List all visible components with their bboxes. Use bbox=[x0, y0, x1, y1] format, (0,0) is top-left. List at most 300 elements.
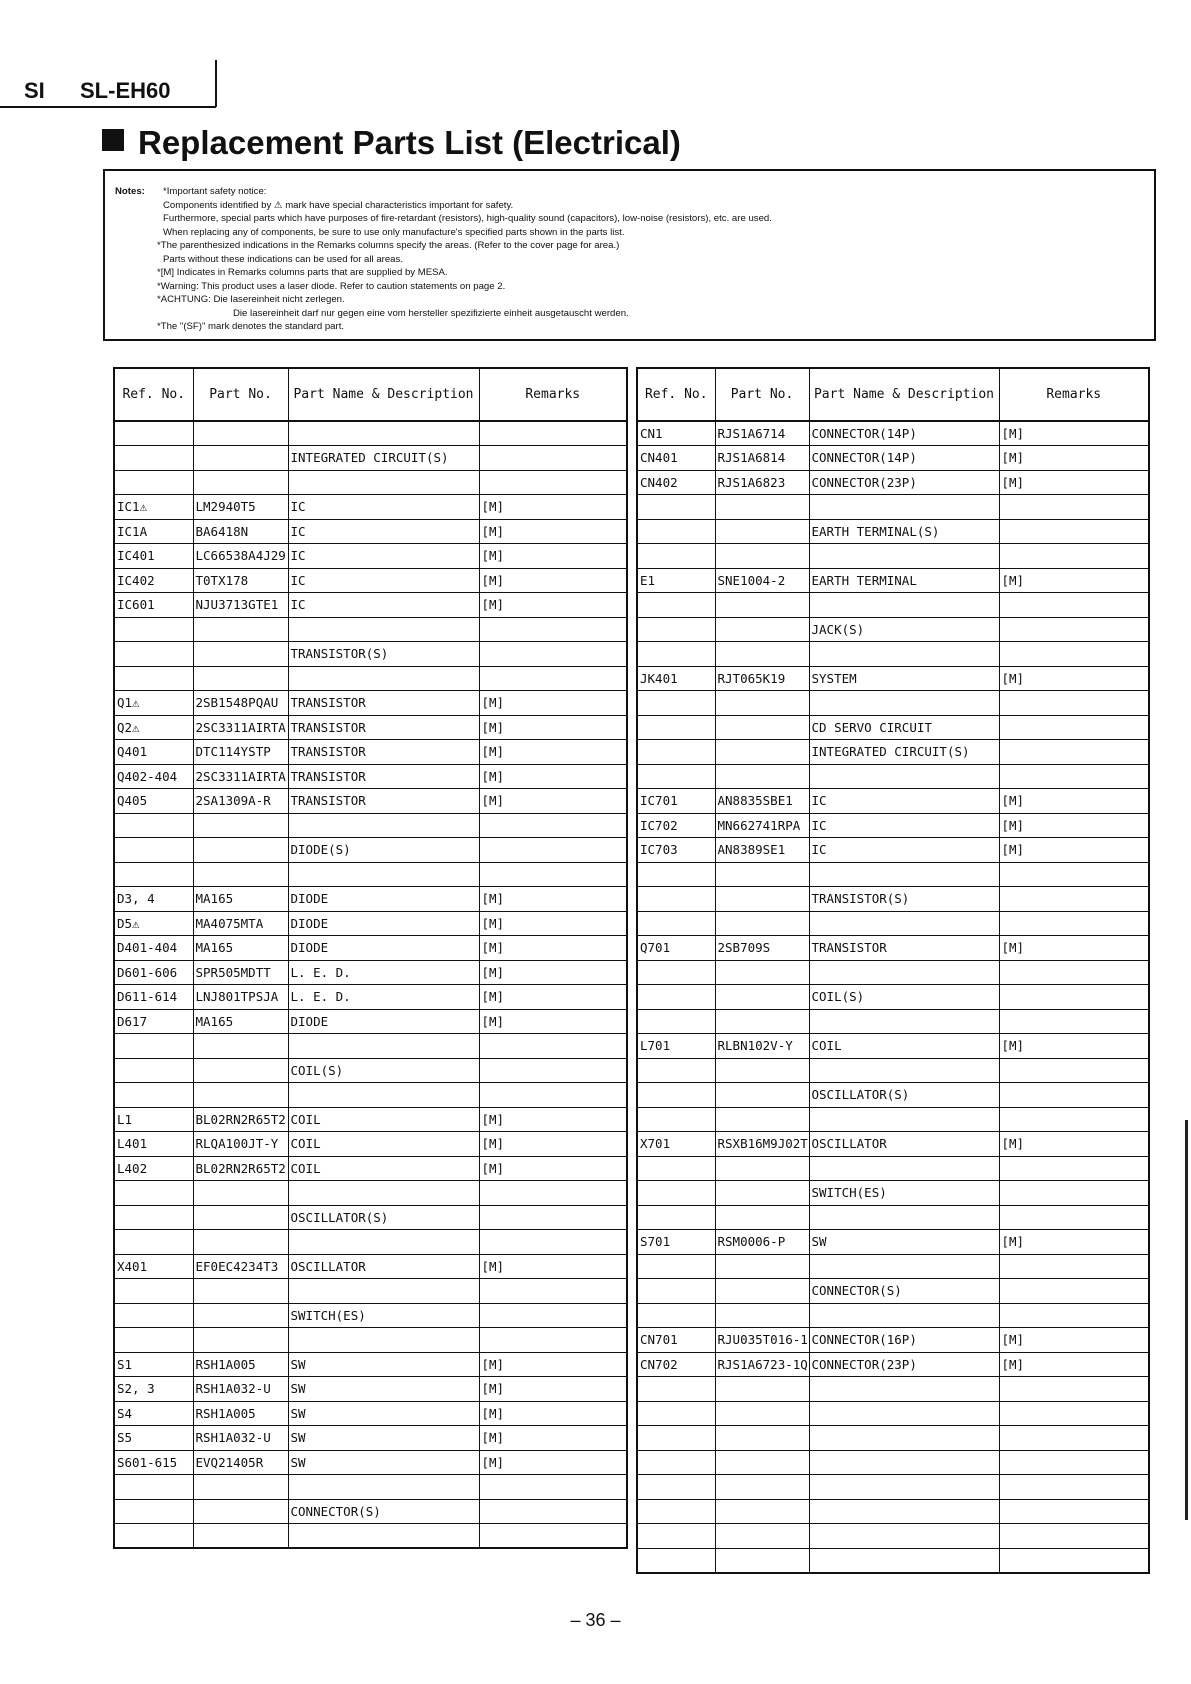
cell-remarks: [M] bbox=[479, 1426, 627, 1451]
col-part-no: Part No. bbox=[715, 368, 809, 421]
cell-part-no bbox=[193, 1499, 288, 1524]
cell-part-no bbox=[193, 1279, 288, 1304]
cell-remarks bbox=[999, 1279, 1149, 1304]
cell-remarks bbox=[999, 1499, 1149, 1524]
cell-description: CONNECTOR(23P) bbox=[809, 470, 999, 495]
col-ref-no: Ref. No. bbox=[637, 368, 715, 421]
table-row bbox=[637, 1328, 1149, 1353]
table-row bbox=[637, 1499, 1149, 1524]
cell-ref-no: CN701 bbox=[637, 1328, 715, 1353]
cell-ref-no bbox=[637, 715, 715, 740]
cell-ref-no: D401-404 bbox=[114, 936, 193, 961]
cell-ref-no bbox=[114, 838, 193, 863]
cell-remarks bbox=[479, 1181, 627, 1206]
cell-remarks: [M] bbox=[479, 519, 627, 544]
cell-ref-no bbox=[114, 1083, 193, 1108]
cell-description bbox=[288, 813, 479, 838]
cell-remarks bbox=[479, 1524, 627, 1549]
table-row bbox=[114, 1279, 627, 1304]
table-row bbox=[637, 1475, 1149, 1500]
cell-ref-no: IC401 bbox=[114, 544, 193, 569]
cell-ref-no bbox=[637, 887, 715, 912]
table-row bbox=[114, 421, 627, 446]
notes-line: *The "(SF)" mark denotes the standard part. bbox=[157, 321, 345, 332]
cell-part-no bbox=[715, 1058, 809, 1083]
table-row bbox=[114, 1475, 627, 1500]
cell-part-no: MA4075MTA bbox=[193, 911, 288, 936]
cell-ref-no: L1 bbox=[114, 1107, 193, 1132]
cell-remarks bbox=[479, 1205, 627, 1230]
cell-part-no: MA165 bbox=[193, 1009, 288, 1034]
cell-remarks bbox=[999, 911, 1149, 936]
table-row bbox=[114, 1499, 627, 1524]
cell-ref-no: L402 bbox=[114, 1156, 193, 1181]
cell-description: L. E. D. bbox=[288, 960, 479, 985]
cell-part-no: BA6418N bbox=[193, 519, 288, 544]
cell-remarks bbox=[999, 1426, 1149, 1451]
cell-ref-no: D601-606 bbox=[114, 960, 193, 985]
cell-remarks bbox=[999, 1303, 1149, 1328]
page-title bbox=[102, 124, 681, 162]
table-row bbox=[114, 642, 627, 667]
cell-description: TRANSISTOR bbox=[288, 740, 479, 765]
cell-remarks: [M] bbox=[479, 740, 627, 765]
cell-remarks bbox=[479, 1303, 627, 1328]
cell-description: TRANSISTOR(S) bbox=[288, 642, 479, 667]
cell-description: SYSTEM bbox=[809, 666, 999, 691]
table-row bbox=[114, 1254, 627, 1279]
cell-remarks: [M] bbox=[479, 715, 627, 740]
table-row bbox=[637, 862, 1149, 887]
table-row bbox=[114, 936, 627, 961]
cell-description: OSCILLATOR bbox=[288, 1254, 479, 1279]
cell-part-no bbox=[193, 1181, 288, 1206]
cell-part-no: SPR505MDTT bbox=[193, 960, 288, 985]
notes-line: Furthermore, special parts which have purposes of fire-retardant (resistors), high-quality sound (capacitors), low-noise (resistors), etc. are used. bbox=[163, 213, 772, 224]
cell-part-no bbox=[715, 1303, 809, 1328]
table-row bbox=[637, 1450, 1149, 1475]
cell-remarks bbox=[999, 1083, 1149, 1108]
cell-description: SW bbox=[809, 1230, 999, 1255]
cell-description: L. E. D. bbox=[288, 985, 479, 1010]
cell-ref-no: CN402 bbox=[637, 470, 715, 495]
cell-ref-no bbox=[637, 691, 715, 716]
cell-remarks: [M] bbox=[479, 1254, 627, 1279]
notes-line: *Warning: This product uses a laser diode. Refer to caution statements on page 2. bbox=[157, 280, 506, 292]
cell-ref-no bbox=[114, 1058, 193, 1083]
cell-part-no bbox=[715, 911, 809, 936]
notes-line: *[M] Indicates in Remarks columns parts that are supplied by MESA. bbox=[157, 267, 448, 278]
cell-remarks bbox=[479, 1328, 627, 1353]
cell-description bbox=[288, 1475, 479, 1500]
cell-ref-no: Q2⚠ bbox=[114, 715, 193, 740]
cell-ref-no bbox=[114, 1328, 193, 1353]
cell-part-no bbox=[715, 1205, 809, 1230]
cell-remarks: [M] bbox=[479, 985, 627, 1010]
cell-part-no bbox=[715, 519, 809, 544]
col-part-no: Part No. bbox=[193, 368, 288, 421]
col-remarks: Remarks bbox=[999, 368, 1149, 421]
cell-part-no: BL02RN2R65T2 bbox=[193, 1156, 288, 1181]
cell-remarks: [M] bbox=[479, 1156, 627, 1181]
cell-remarks bbox=[999, 495, 1149, 520]
cell-description: SW bbox=[288, 1450, 479, 1475]
cell-part-no bbox=[193, 666, 288, 691]
cell-ref-no: Q405 bbox=[114, 789, 193, 814]
cell-part-no bbox=[193, 1205, 288, 1230]
cell-remarks bbox=[999, 1254, 1149, 1279]
col-ref-no: Ref. No. bbox=[114, 368, 193, 421]
cell-part-no bbox=[193, 446, 288, 471]
cell-ref-no: S5 bbox=[114, 1426, 193, 1451]
cell-description bbox=[809, 495, 999, 520]
parts-rows-left bbox=[114, 421, 627, 1548]
table-row bbox=[637, 838, 1149, 863]
table-row bbox=[637, 1083, 1149, 1108]
cell-ref-no: L701 bbox=[637, 1034, 715, 1059]
cell-description bbox=[809, 1377, 999, 1402]
table-row bbox=[114, 862, 627, 887]
table-row bbox=[114, 1058, 627, 1083]
cell-remarks: [M] bbox=[479, 691, 627, 716]
cell-part-no bbox=[193, 617, 288, 642]
table-row bbox=[637, 715, 1149, 740]
table-row bbox=[637, 1205, 1149, 1230]
cell-description: EARTH TERMINAL(S) bbox=[809, 519, 999, 544]
cell-part-no: RSH1A005 bbox=[193, 1401, 288, 1426]
cell-part-no: MA165 bbox=[193, 887, 288, 912]
cell-remarks bbox=[479, 862, 627, 887]
cell-ref-no bbox=[637, 1156, 715, 1181]
cell-remarks: [M] bbox=[479, 1107, 627, 1132]
cell-description: CONNECTOR(S) bbox=[288, 1499, 479, 1524]
cell-part-no: RSH1A032-U bbox=[193, 1377, 288, 1402]
cell-ref-no bbox=[114, 813, 193, 838]
cell-remarks: [M] bbox=[479, 495, 627, 520]
cell-ref-no bbox=[637, 911, 715, 936]
cell-remarks bbox=[999, 1524, 1149, 1549]
cell-remarks bbox=[999, 985, 1149, 1010]
cell-ref-no bbox=[637, 495, 715, 520]
cell-ref-no bbox=[114, 1499, 193, 1524]
cell-remarks: [M] bbox=[479, 1401, 627, 1426]
cell-remarks bbox=[479, 1499, 627, 1524]
cell-remarks: [M] bbox=[999, 1034, 1149, 1059]
cell-remarks bbox=[479, 1083, 627, 1108]
cell-description: SWITCH(ES) bbox=[288, 1303, 479, 1328]
cell-description bbox=[288, 666, 479, 691]
cell-ref-no bbox=[637, 1475, 715, 1500]
cell-ref-no: IC703 bbox=[637, 838, 715, 863]
cell-remarks bbox=[479, 421, 627, 446]
cell-ref-no bbox=[637, 519, 715, 544]
cell-part-no bbox=[715, 1426, 809, 1451]
cell-ref-no bbox=[637, 1524, 715, 1549]
square-bullet-icon bbox=[102, 129, 124, 151]
table-row bbox=[637, 887, 1149, 912]
cell-ref-no: Q1⚠ bbox=[114, 691, 193, 716]
cell-part-no bbox=[715, 1254, 809, 1279]
cell-ref-no bbox=[637, 1450, 715, 1475]
cell-ref-no bbox=[114, 1279, 193, 1304]
cell-remarks bbox=[999, 1548, 1149, 1573]
cell-remarks bbox=[999, 1107, 1149, 1132]
table-row bbox=[637, 421, 1149, 446]
cell-description: SW bbox=[288, 1426, 479, 1451]
cell-remarks: [M] bbox=[479, 1009, 627, 1034]
cell-part-no bbox=[193, 1328, 288, 1353]
cell-part-no bbox=[715, 1377, 809, 1402]
cell-description: IC bbox=[809, 838, 999, 863]
table-row bbox=[114, 593, 627, 618]
cell-ref-no: CN1 bbox=[637, 421, 715, 446]
cell-remarks: [M] bbox=[999, 789, 1149, 814]
cell-ref-no bbox=[114, 470, 193, 495]
cell-part-no: AN8835SBE1 bbox=[715, 789, 809, 814]
cell-remarks bbox=[479, 813, 627, 838]
section-mark: SI bbox=[24, 78, 45, 103]
cell-part-no: RJS1A6823 bbox=[715, 470, 809, 495]
cell-description bbox=[809, 1401, 999, 1426]
table-row bbox=[637, 1132, 1149, 1157]
table-row bbox=[637, 568, 1149, 593]
table-row bbox=[637, 495, 1149, 520]
cell-description bbox=[809, 1009, 999, 1034]
cell-ref-no: L401 bbox=[114, 1132, 193, 1157]
table-row bbox=[637, 1156, 1149, 1181]
table-row bbox=[637, 1548, 1149, 1573]
cell-description bbox=[288, 1279, 479, 1304]
table-row bbox=[637, 642, 1149, 667]
table-row bbox=[114, 495, 627, 520]
cell-description bbox=[288, 1034, 479, 1059]
table-row bbox=[637, 617, 1149, 642]
cell-ref-no: IC402 bbox=[114, 568, 193, 593]
table-row bbox=[637, 544, 1149, 569]
cell-description: OSCILLATOR(S) bbox=[809, 1083, 999, 1108]
cell-description bbox=[288, 617, 479, 642]
cell-part-no: 2SA1309A-R bbox=[193, 789, 288, 814]
col-description: Part Name & Description bbox=[288, 368, 479, 421]
table-row bbox=[114, 985, 627, 1010]
cell-description bbox=[809, 1205, 999, 1230]
notes-line: Parts without these indications can be used for all areas. bbox=[163, 253, 403, 265]
table-row bbox=[637, 1279, 1149, 1304]
cell-ref-no: E1 bbox=[637, 568, 715, 593]
cell-description: SW bbox=[288, 1377, 479, 1402]
cell-part-no: EVQ21405R bbox=[193, 1450, 288, 1475]
cell-remarks bbox=[999, 691, 1149, 716]
notes-line: *Important safety notice: bbox=[163, 186, 267, 197]
cell-remarks: [M] bbox=[999, 666, 1149, 691]
notes-line: *The parenthesized indications in the Remarks columns specify the areas. (Refer to the cover page for area.) bbox=[157, 240, 620, 251]
cell-description bbox=[809, 1058, 999, 1083]
cell-part-no bbox=[715, 764, 809, 789]
cell-remarks: [M] bbox=[479, 960, 627, 985]
parts-table-left bbox=[113, 367, 628, 1549]
table-row bbox=[114, 911, 627, 936]
table-row bbox=[637, 1524, 1149, 1549]
table-row bbox=[114, 838, 627, 863]
cell-remarks bbox=[479, 838, 627, 863]
cell-remarks bbox=[999, 617, 1149, 642]
cell-part-no: T0TX178 bbox=[193, 568, 288, 593]
cell-part-no bbox=[715, 1279, 809, 1304]
cell-description bbox=[809, 1303, 999, 1328]
table-row bbox=[637, 470, 1149, 495]
table-row bbox=[114, 1083, 627, 1108]
table-row bbox=[114, 1009, 627, 1034]
cell-ref-no: S601-615 bbox=[114, 1450, 193, 1475]
table-row bbox=[637, 1377, 1149, 1402]
cell-description: SW bbox=[288, 1401, 479, 1426]
cell-part-no bbox=[715, 715, 809, 740]
cell-description: TRANSISTOR bbox=[288, 764, 479, 789]
scan-edge-mark bbox=[1185, 1120, 1188, 1520]
cell-ref-no bbox=[637, 1303, 715, 1328]
cell-description: DIODE(S) bbox=[288, 838, 479, 863]
cell-ref-no bbox=[637, 1009, 715, 1034]
cell-description: TRANSISTOR bbox=[288, 789, 479, 814]
cell-remarks bbox=[999, 887, 1149, 912]
cell-part-no bbox=[715, 1499, 809, 1524]
cell-description: COIL(S) bbox=[809, 985, 999, 1010]
cell-part-no: RLQA100JT-Y bbox=[193, 1132, 288, 1157]
cell-remarks: [M] bbox=[999, 1352, 1149, 1377]
cell-part-no bbox=[715, 1524, 809, 1549]
cell-part-no: NJU3713GTE1 bbox=[193, 593, 288, 618]
table-row bbox=[114, 1181, 627, 1206]
cell-part-no bbox=[715, 1450, 809, 1475]
cell-remarks bbox=[479, 1058, 627, 1083]
cell-description bbox=[809, 593, 999, 618]
cell-part-no bbox=[715, 1548, 809, 1573]
cell-ref-no bbox=[637, 544, 715, 569]
cell-remarks: [M] bbox=[999, 421, 1149, 446]
table-row bbox=[637, 593, 1149, 618]
cell-ref-no bbox=[114, 1524, 193, 1549]
table-header-row bbox=[637, 368, 1149, 421]
cell-part-no: 2SC3311AIRTA bbox=[193, 715, 288, 740]
cell-remarks bbox=[479, 1475, 627, 1500]
table-row bbox=[637, 1401, 1149, 1426]
cell-remarks: [M] bbox=[479, 887, 627, 912]
table-row bbox=[637, 960, 1149, 985]
cell-description: SW bbox=[288, 1352, 479, 1377]
cell-ref-no bbox=[637, 1181, 715, 1206]
table-row bbox=[114, 1107, 627, 1132]
cell-remarks: [M] bbox=[999, 936, 1149, 961]
cell-part-no: LC66538A4J29 bbox=[193, 544, 288, 569]
cell-part-no: EF0EC4234T3 bbox=[193, 1254, 288, 1279]
cell-description: CONNECTOR(16P) bbox=[809, 1328, 999, 1353]
parts-table-right bbox=[636, 367, 1150, 1574]
cell-description: DIODE bbox=[288, 1009, 479, 1034]
cell-remarks: [M] bbox=[999, 568, 1149, 593]
cell-remarks: [M] bbox=[479, 544, 627, 569]
cell-description: IC bbox=[288, 519, 479, 544]
cell-part-no: LM2940T5 bbox=[193, 495, 288, 520]
cell-part-no bbox=[193, 642, 288, 667]
cell-description: INTEGRATED CIRCUIT(S) bbox=[809, 740, 999, 765]
cell-ref-no: JK401 bbox=[637, 666, 715, 691]
cell-part-no: MN662741RPA bbox=[715, 813, 809, 838]
cell-description: INTEGRATED CIRCUIT(S) bbox=[288, 446, 479, 471]
cell-remarks bbox=[999, 862, 1149, 887]
cell-description: COIL bbox=[809, 1034, 999, 1059]
table-row bbox=[637, 1058, 1149, 1083]
cell-ref-no bbox=[637, 1426, 715, 1451]
table-header-row bbox=[114, 368, 627, 421]
cell-ref-no bbox=[637, 1279, 715, 1304]
cell-remarks bbox=[999, 960, 1149, 985]
cell-description bbox=[809, 1524, 999, 1549]
cell-part-no: RSH1A032-U bbox=[193, 1426, 288, 1451]
cell-part-no: BL02RN2R65T2 bbox=[193, 1107, 288, 1132]
cell-remarks bbox=[999, 1058, 1149, 1083]
cell-remarks bbox=[999, 715, 1149, 740]
cell-ref-no bbox=[114, 421, 193, 446]
cell-ref-no: IC1⚠ bbox=[114, 495, 193, 520]
cell-description bbox=[288, 1328, 479, 1353]
cell-ref-no bbox=[114, 1205, 193, 1230]
cell-ref-no bbox=[114, 1475, 193, 1500]
cell-part-no: RJT065K19 bbox=[715, 666, 809, 691]
parts-rows-right bbox=[637, 421, 1149, 1573]
table-row bbox=[114, 1230, 627, 1255]
cell-description bbox=[288, 1181, 479, 1206]
cell-part-no bbox=[193, 470, 288, 495]
table-row bbox=[637, 911, 1149, 936]
cell-remarks: [M] bbox=[999, 446, 1149, 471]
cell-remarks bbox=[999, 1450, 1149, 1475]
cell-part-no bbox=[715, 544, 809, 569]
cell-description: OSCILLATOR(S) bbox=[288, 1205, 479, 1230]
cell-part-no bbox=[715, 960, 809, 985]
cell-part-no: RJU035T016-1 bbox=[715, 1328, 809, 1353]
cell-remarks bbox=[999, 740, 1149, 765]
cell-description: TRANSISTOR(S) bbox=[809, 887, 999, 912]
cell-ref-no bbox=[637, 862, 715, 887]
cell-remarks bbox=[479, 617, 627, 642]
cell-part-no bbox=[715, 593, 809, 618]
cell-ref-no: Q401 bbox=[114, 740, 193, 765]
cell-description bbox=[288, 1524, 479, 1549]
cell-ref-no bbox=[114, 446, 193, 471]
cell-part-no: RJS1A6723-1Q bbox=[715, 1352, 809, 1377]
table-row bbox=[637, 1009, 1149, 1034]
cell-description bbox=[288, 470, 479, 495]
table-row bbox=[114, 568, 627, 593]
table-row bbox=[637, 936, 1149, 961]
cell-remarks: [M] bbox=[479, 936, 627, 961]
cell-part-no: RSXB16M9J02T bbox=[715, 1132, 809, 1157]
cell-remarks bbox=[999, 1156, 1149, 1181]
cell-ref-no: S701 bbox=[637, 1230, 715, 1255]
page-number: – 36 – bbox=[570, 1610, 621, 1630]
cell-remarks bbox=[999, 544, 1149, 569]
cell-remarks bbox=[479, 1034, 627, 1059]
table-row bbox=[114, 960, 627, 985]
cell-part-no bbox=[193, 421, 288, 446]
cell-ref-no bbox=[637, 1377, 715, 1402]
cell-remarks: [M] bbox=[479, 1132, 627, 1157]
table-row bbox=[637, 691, 1149, 716]
page-title-text: Replacement Parts List (Electrical) bbox=[138, 124, 681, 161]
cell-description bbox=[809, 544, 999, 569]
cell-ref-no bbox=[114, 642, 193, 667]
notes-label: Notes: bbox=[115, 186, 145, 197]
